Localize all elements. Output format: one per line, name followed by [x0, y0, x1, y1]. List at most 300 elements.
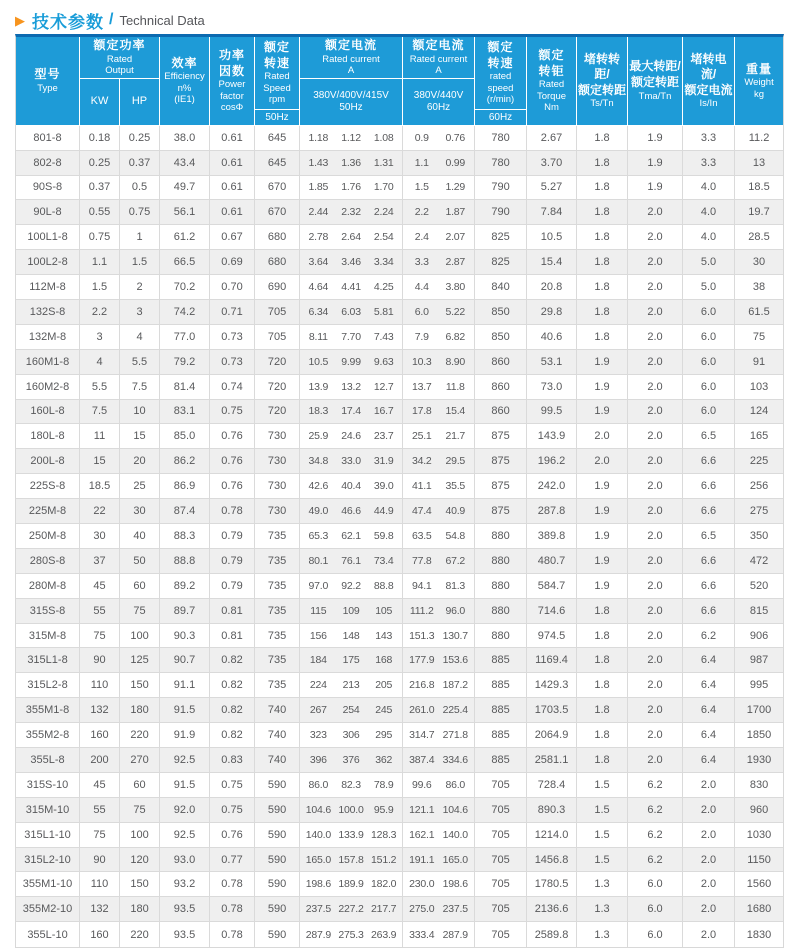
cell-type: 280S-8 [16, 549, 80, 574]
cell-ts-tn: 1.9 [577, 400, 628, 425]
cell-hp: 270 [120, 748, 160, 773]
cell-current-60hz: 13.7 11.8 [403, 375, 475, 400]
cell-kw: 7.5 [80, 400, 120, 425]
cell-type: 112M-8 [16, 275, 80, 300]
cell-weight: 1150 [735, 848, 783, 873]
cell-tma-tn: 2.0 [628, 300, 683, 325]
cell-torque: 196.2 [527, 449, 577, 474]
cell-hp: 50 [120, 549, 160, 574]
cell-torque: 1169.4 [527, 648, 577, 673]
cell-torque: 29.8 [527, 300, 577, 325]
cell-is-in: 6.6 [683, 449, 735, 474]
col-header-rated-output: 额定功率 Rated Output [80, 37, 160, 79]
cell-torque: 480.7 [527, 549, 577, 574]
cell-speed-50hz: 740 [255, 723, 300, 748]
cell-current-50hz: 2.78 2.64 2.54 [300, 225, 403, 250]
cell-speed-50hz: 680 [255, 225, 300, 250]
cell-speed-50hz: 670 [255, 200, 300, 225]
cell-efficiency: 89.2 [160, 574, 210, 599]
cell-torque: 242.0 [527, 474, 577, 499]
cell-efficiency: 89.7 [160, 599, 210, 624]
cell-speed-50hz: 590 [255, 798, 300, 823]
cell-hp: 150 [120, 673, 160, 698]
cell-current-50hz: 86.0 82.3 78.9 [300, 773, 403, 798]
cell-kw: 55 [80, 798, 120, 823]
cell-speed-50hz: 735 [255, 648, 300, 673]
cell-torque: 3.70 [527, 151, 577, 176]
cell-current-60hz: 4.4 3.80 [403, 275, 475, 300]
cell-speed-50hz: 720 [255, 350, 300, 375]
table-row [16, 474, 783, 499]
cell-speed-50hz: 705 [255, 300, 300, 325]
cell-weight: 18.5 [735, 176, 783, 201]
col-header-rated-speed-60hz: 额定 转速 rated speed (r/min) [475, 37, 527, 110]
cell-is-in: 6.6 [683, 574, 735, 599]
cell-hp: 100 [120, 624, 160, 649]
cell-ts-tn: 1.9 [577, 524, 628, 549]
cell-efficiency: 86.9 [160, 474, 210, 499]
cell-ts-tn: 1.8 [577, 200, 628, 225]
table-row [16, 698, 783, 723]
cell-power-factor: 0.73 [210, 350, 255, 375]
cell-type: 355L-8 [16, 748, 80, 773]
cell-efficiency: 92.5 [160, 823, 210, 848]
cell-torque: 1456.8 [527, 848, 577, 873]
table-row [16, 350, 783, 375]
cell-ts-tn: 1.8 [577, 325, 628, 350]
cell-torque: 2064.9 [527, 723, 577, 748]
cell-speed-50hz: 730 [255, 474, 300, 499]
cell-efficiency: 90.7 [160, 648, 210, 673]
table-row [16, 300, 783, 325]
cell-ts-tn: 1.5 [577, 848, 628, 873]
cell-kw: 0.25 [80, 151, 120, 176]
cell-ts-tn: 1.8 [577, 723, 628, 748]
cell-type: 315S-10 [16, 773, 80, 798]
section-title-zh: 技术参数 [32, 12, 104, 32]
cell-type: 355M1-10 [16, 872, 80, 897]
cell-current-50hz: 115 109 105 [300, 599, 403, 624]
cell-ts-tn: 1.8 [577, 151, 628, 176]
cell-ts-tn: 1.9 [577, 375, 628, 400]
cell-tma-tn: 2.0 [628, 673, 683, 698]
cell-power-factor: 0.78 [210, 897, 255, 922]
cell-tma-tn: 2.0 [628, 599, 683, 624]
cell-tma-tn: 1.9 [628, 126, 683, 151]
cell-weight: 75 [735, 325, 783, 350]
table-row [16, 449, 783, 474]
cell-power-factor: 0.61 [210, 126, 255, 151]
cell-speed-50hz: 645 [255, 126, 300, 151]
cell-current-60hz: 25.1 21.7 [403, 424, 475, 449]
cell-efficiency: 92.5 [160, 748, 210, 773]
cell-type: 132M-8 [16, 325, 80, 350]
cell-torque: 1780.5 [527, 872, 577, 897]
cell-kw: 37 [80, 549, 120, 574]
cell-torque: 974.5 [527, 624, 577, 649]
cell-hp: 20 [120, 449, 160, 474]
cell-kw: 15 [80, 449, 120, 474]
cell-hp: 30 [120, 499, 160, 524]
cell-ts-tn: 1.8 [577, 698, 628, 723]
cell-weight: 1680 [735, 897, 783, 922]
cell-torque: 20.8 [527, 275, 577, 300]
cell-is-in: 4.0 [683, 176, 735, 201]
cell-weight: 91 [735, 350, 783, 375]
cell-kw: 5.5 [80, 375, 120, 400]
cell-current-60hz: 10.3 8.90 [403, 350, 475, 375]
cell-power-factor: 0.82 [210, 648, 255, 673]
cell-power-factor: 0.61 [210, 200, 255, 225]
cell-weight: 275 [735, 499, 783, 524]
cell-power-factor: 0.75 [210, 773, 255, 798]
cell-ts-tn: 1.9 [577, 549, 628, 574]
cell-speed-50hz: 590 [255, 897, 300, 922]
cell-ts-tn: 1.9 [577, 474, 628, 499]
cell-speed-60hz: 885 [475, 648, 527, 673]
table-row [16, 848, 783, 873]
cell-speed-50hz: 740 [255, 698, 300, 723]
cell-tma-tn: 2.0 [628, 449, 683, 474]
cell-type: 315M-8 [16, 624, 80, 649]
cell-speed-50hz: 590 [255, 773, 300, 798]
cell-weight: 472 [735, 549, 783, 574]
cell-hp: 0.37 [120, 151, 160, 176]
cell-power-factor: 0.73 [210, 325, 255, 350]
cell-is-in: 2.0 [683, 922, 735, 947]
cell-speed-60hz: 705 [475, 773, 527, 798]
table-row [16, 673, 783, 698]
table-row [16, 748, 783, 773]
cell-tma-tn: 2.0 [628, 225, 683, 250]
cell-torque: 73.0 [527, 375, 577, 400]
cell-is-in: 6.2 [683, 624, 735, 649]
cell-power-factor: 0.82 [210, 698, 255, 723]
cell-speed-60hz: 860 [475, 375, 527, 400]
table-row [16, 275, 783, 300]
table-row [16, 599, 783, 624]
table-row [16, 250, 783, 275]
cell-ts-tn: 1.9 [577, 574, 628, 599]
cell-tma-tn: 2.0 [628, 574, 683, 599]
triangle-bullet-icon: ▶ [15, 12, 25, 28]
cell-current-50hz: 25.9 24.6 23.7 [300, 424, 403, 449]
cell-current-50hz: 49.0 46.6 44.9 [300, 499, 403, 524]
cell-current-60hz: 1.5 1.29 [403, 176, 475, 201]
cell-kw: 45 [80, 574, 120, 599]
cell-current-50hz: 42.6 40.4 39.0 [300, 474, 403, 499]
cell-current-50hz: 8.11 7.70 7.43 [300, 325, 403, 350]
cell-type: 315L2-8 [16, 673, 80, 698]
cell-torque: 2136.6 [527, 897, 577, 922]
cell-is-in: 4.0 [683, 225, 735, 250]
cell-current-60hz: 387.4 334.6 [403, 748, 475, 773]
cell-is-in: 6.4 [683, 723, 735, 748]
cell-is-in: 2.0 [683, 823, 735, 848]
cell-efficiency: 93.0 [160, 848, 210, 873]
cell-type: 355L-10 [16, 922, 80, 947]
cell-is-in: 5.0 [683, 250, 735, 275]
cell-tma-tn: 2.0 [628, 549, 683, 574]
cell-speed-60hz: 875 [475, 449, 527, 474]
cell-hp: 60 [120, 574, 160, 599]
cell-current-60hz: 111.2 96.0 [403, 599, 475, 624]
cell-weight: 1560 [735, 872, 783, 897]
cell-torque: 1703.5 [527, 698, 577, 723]
cell-weight: 19.7 [735, 200, 783, 225]
cell-current-60hz: 77.8 67.2 [403, 549, 475, 574]
cell-power-factor: 0.61 [210, 151, 255, 176]
table-row [16, 225, 783, 250]
cell-is-in: 6.4 [683, 648, 735, 673]
cell-speed-60hz: 880 [475, 574, 527, 599]
cell-weight: 1030 [735, 823, 783, 848]
cell-current-50hz: 1.43 1.36 1.31 [300, 151, 403, 176]
cell-current-50hz: 224 213 205 [300, 673, 403, 698]
cell-weight: 61.5 [735, 300, 783, 325]
cell-is-in: 6.4 [683, 673, 735, 698]
cell-weight: 906 [735, 624, 783, 649]
cell-current-50hz: 13.9 13.2 12.7 [300, 375, 403, 400]
cell-hp: 4 [120, 325, 160, 350]
cell-efficiency: 74.2 [160, 300, 210, 325]
cell-power-factor: 0.61 [210, 176, 255, 201]
cell-speed-50hz: 730 [255, 449, 300, 474]
cell-is-in: 4.0 [683, 200, 735, 225]
cell-ts-tn: 1.8 [577, 275, 628, 300]
col-header-type: 型号 Type [16, 37, 80, 126]
cell-ts-tn: 1.5 [577, 823, 628, 848]
cell-type: 200L-8 [16, 449, 80, 474]
cell-kw: 160 [80, 723, 120, 748]
cell-type: 180L-8 [16, 424, 80, 449]
cell-power-factor: 0.70 [210, 275, 255, 300]
cell-torque: 890.3 [527, 798, 577, 823]
cell-weight: 225 [735, 449, 783, 474]
section-title-en: Technical Data [119, 12, 205, 28]
cell-type: 160M1-8 [16, 350, 80, 375]
cell-hp: 25 [120, 474, 160, 499]
cell-type: 801-8 [16, 126, 80, 151]
table-row [16, 200, 783, 225]
cell-efficiency: 49.7 [160, 176, 210, 201]
table-row [16, 773, 783, 798]
cell-weight: 11.2 [735, 126, 783, 151]
cell-current-50hz: 97.0 92.2 88.8 [300, 574, 403, 599]
cell-speed-60hz: 825 [475, 250, 527, 275]
cell-type: 315L1-8 [16, 648, 80, 673]
cell-weight: 1930 [735, 748, 783, 773]
cell-tma-tn: 2.0 [628, 350, 683, 375]
cell-tma-tn: 6.0 [628, 922, 683, 947]
cell-current-60hz: 63.5 54.8 [403, 524, 475, 549]
cell-hp: 3 [120, 300, 160, 325]
cell-kw: 18.5 [80, 474, 120, 499]
cell-type: 100L1-8 [16, 225, 80, 250]
cell-power-factor: 0.67 [210, 225, 255, 250]
table-row [16, 798, 783, 823]
cell-kw: 1.1 [80, 250, 120, 275]
cell-tma-tn: 6.0 [628, 872, 683, 897]
cell-is-in: 2.0 [683, 798, 735, 823]
cell-current-50hz: 1.18 1.12 1.08 [300, 126, 403, 151]
cell-speed-60hz: 880 [475, 524, 527, 549]
cell-weight: 124 [735, 400, 783, 425]
col-header-kw: KW [80, 79, 120, 126]
cell-is-in: 6.4 [683, 698, 735, 723]
cell-is-in: 6.4 [683, 748, 735, 773]
cell-current-60hz: 34.2 29.5 [403, 449, 475, 474]
cell-power-factor: 0.76 [210, 424, 255, 449]
cell-speed-50hz: 735 [255, 624, 300, 649]
cell-speed-50hz: 740 [255, 748, 300, 773]
cell-hp: 150 [120, 872, 160, 897]
cell-kw: 45 [80, 773, 120, 798]
cell-speed-60hz: 880 [475, 549, 527, 574]
table-row [16, 574, 783, 599]
cell-current-50hz: 267 254 245 [300, 698, 403, 723]
cell-weight: 103 [735, 375, 783, 400]
table-row [16, 897, 783, 922]
cell-tma-tn: 2.0 [628, 275, 683, 300]
cell-current-50hz: 140.0 133.9 128.3 [300, 823, 403, 848]
cell-current-60hz: 162.1 140.0 [403, 823, 475, 848]
cell-efficiency: 83.1 [160, 400, 210, 425]
cell-kw: 110 [80, 673, 120, 698]
cell-kw: 4 [80, 350, 120, 375]
cell-current-50hz: 287.9 275.3 263.9 [300, 922, 403, 947]
cell-speed-50hz: 590 [255, 922, 300, 947]
cell-ts-tn: 1.3 [577, 922, 628, 947]
cell-is-in: 6.0 [683, 325, 735, 350]
cell-type: 90L-8 [16, 200, 80, 225]
cell-current-60hz: 17.8 15.4 [403, 400, 475, 425]
cell-kw: 200 [80, 748, 120, 773]
cell-kw: 1.5 [80, 275, 120, 300]
cell-type: 315L1-10 [16, 823, 80, 848]
cell-hp: 100 [120, 823, 160, 848]
cell-efficiency: 61.2 [160, 225, 210, 250]
cell-hp: 7.5 [120, 375, 160, 400]
cell-current-50hz: 80.1 76.1 73.4 [300, 549, 403, 574]
cell-current-50hz: 104.6 100.0 95.9 [300, 798, 403, 823]
cell-current-60hz: 2.2 1.87 [403, 200, 475, 225]
cell-is-in: 6.0 [683, 300, 735, 325]
technical-data-table [15, 34, 784, 948]
cell-kw: 160 [80, 922, 120, 947]
cell-current-60hz: 7.9 6.82 [403, 325, 475, 350]
cell-kw: 11 [80, 424, 120, 449]
cell-tma-tn: 2.0 [628, 400, 683, 425]
cell-kw: 55 [80, 599, 120, 624]
cell-current-50hz: 10.5 9.99 9.63 [300, 350, 403, 375]
cell-tma-tn: 2.0 [628, 424, 683, 449]
cell-efficiency: 79.2 [160, 350, 210, 375]
cell-speed-60hz: 790 [475, 176, 527, 201]
cell-torque: 389.8 [527, 524, 577, 549]
table-body [16, 126, 783, 947]
cell-hp: 1.5 [120, 250, 160, 275]
table-row [16, 325, 783, 350]
table-row [16, 872, 783, 897]
cell-kw: 0.18 [80, 126, 120, 151]
cell-tma-tn: 2.0 [628, 499, 683, 524]
cell-power-factor: 0.77 [210, 848, 255, 873]
cell-current-60hz: 99.6 86.0 [403, 773, 475, 798]
cell-current-60hz: 191.1 165.0 [403, 848, 475, 873]
cell-speed-50hz: 735 [255, 673, 300, 698]
cell-is-in: 6.0 [683, 375, 735, 400]
cell-efficiency: 88.3 [160, 524, 210, 549]
cell-type: 315M-10 [16, 798, 80, 823]
cell-tma-tn: 6.2 [628, 773, 683, 798]
cell-torque: 584.7 [527, 574, 577, 599]
table-row [16, 723, 783, 748]
cell-efficiency: 86.2 [160, 449, 210, 474]
cell-tma-tn: 2.0 [628, 524, 683, 549]
cell-current-50hz: 1.85 1.76 1.70 [300, 176, 403, 201]
cell-weight: 995 [735, 673, 783, 698]
cell-kw: 90 [80, 848, 120, 873]
cell-ts-tn: 1.8 [577, 126, 628, 151]
table-row [16, 400, 783, 425]
cell-speed-60hz: 705 [475, 798, 527, 823]
cell-efficiency: 43.4 [160, 151, 210, 176]
cell-speed-50hz: 690 [255, 275, 300, 300]
cell-type: 355M2-10 [16, 897, 80, 922]
col-header-weight: 重量 Weight kg [735, 37, 783, 126]
section-title-separator: / [109, 11, 114, 28]
col-header-rated-current-50hz: 额定电流 Rated current A [300, 37, 403, 79]
cell-is-in: 5.0 [683, 275, 735, 300]
cell-hp: 75 [120, 798, 160, 823]
cell-speed-50hz: 720 [255, 375, 300, 400]
table-row [16, 524, 783, 549]
cell-power-factor: 0.78 [210, 872, 255, 897]
cell-current-60hz: 6.0 5.22 [403, 300, 475, 325]
cell-hp: 75 [120, 599, 160, 624]
cell-type: 355M2-8 [16, 723, 80, 748]
cell-current-50hz: 2.44 2.32 2.24 [300, 200, 403, 225]
cell-ts-tn: 1.8 [577, 225, 628, 250]
cell-current-50hz: 396 376 362 [300, 748, 403, 773]
cell-tma-tn: 6.2 [628, 848, 683, 873]
cell-efficiency: 91.1 [160, 673, 210, 698]
cell-current-60hz: 216.8 187.2 [403, 673, 475, 698]
cell-hp: 220 [120, 723, 160, 748]
cell-power-factor: 0.79 [210, 574, 255, 599]
cell-current-60hz: 2.4 2.07 [403, 225, 475, 250]
table-row [16, 648, 783, 673]
cell-tma-tn: 2.0 [628, 474, 683, 499]
cell-weight: 830 [735, 773, 783, 798]
cell-hp: 40 [120, 524, 160, 549]
cell-tma-tn: 6.2 [628, 823, 683, 848]
cell-type: 250M-8 [16, 524, 80, 549]
cell-ts-tn: 1.8 [577, 176, 628, 201]
cell-speed-60hz: 850 [475, 325, 527, 350]
col-header-60hz-label: 60Hz [475, 110, 527, 126]
cell-hp: 0.75 [120, 200, 160, 225]
cell-speed-50hz: 590 [255, 872, 300, 897]
cell-torque: 2589.8 [527, 922, 577, 947]
cell-power-factor: 0.79 [210, 549, 255, 574]
cell-speed-50hz: 735 [255, 549, 300, 574]
cell-tma-tn: 2.0 [628, 748, 683, 773]
cell-weight: 28.5 [735, 225, 783, 250]
cell-power-factor: 0.75 [210, 798, 255, 823]
cell-hp: 1 [120, 225, 160, 250]
